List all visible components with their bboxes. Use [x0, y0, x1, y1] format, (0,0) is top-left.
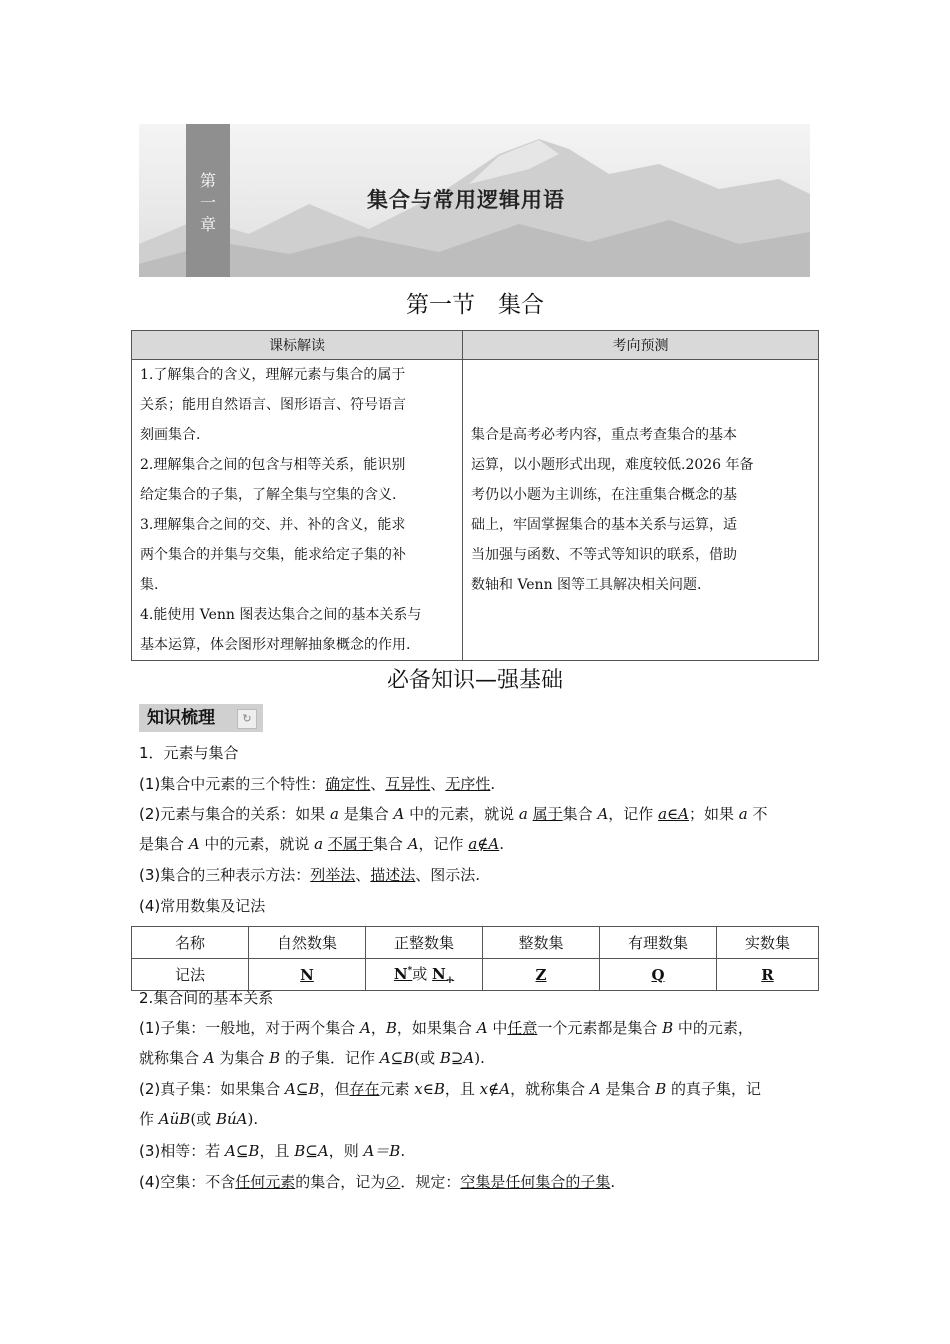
text: 的真子集，记	[666, 1080, 762, 1098]
text: 中的元素，就说	[404, 805, 519, 823]
text: 不	[747, 805, 768, 823]
text: 若	[205, 1142, 226, 1160]
text: 作	[139, 1110, 159, 1128]
text: ，	[370, 1019, 386, 1037]
text-line: 刻画集合.	[140, 427, 201, 443]
section-heading: 2.集合间的基本关系	[139, 989, 274, 1007]
text: ，记作	[418, 835, 469, 853]
text: ，但	[319, 1080, 350, 1098]
text: 不含	[205, 1173, 236, 1191]
text: 一般地，对于两个集合	[205, 1019, 361, 1037]
formula: x∉A	[479, 1080, 511, 1098]
table-cell: 有理数集	[600, 927, 717, 959]
paragraph	[139, 1078, 761, 1100]
text-line: 础上，牢固掌握集合的基本关系与运算，适	[471, 517, 737, 533]
text: ).	[247, 1110, 259, 1128]
text: ，就称集合	[510, 1080, 590, 1098]
var: a	[738, 805, 748, 823]
standards-table	[131, 330, 819, 661]
var: A	[393, 805, 405, 823]
text: ，则	[328, 1142, 364, 1160]
text: ．规定：	[400, 1173, 461, 1191]
paragraph	[139, 1017, 753, 1039]
label: (2)元素与集合的关系：	[139, 805, 296, 823]
label: (1)子集：	[139, 1019, 206, 1037]
text-line: 1.了解集合的含义，理解元素与集合的属于	[140, 367, 406, 383]
answer: 互异性	[385, 775, 431, 793]
text: 如果集合	[220, 1080, 286, 1098]
label: (4)空集：	[139, 1173, 206, 1191]
text: 的集合，记为	[295, 1173, 386, 1191]
standards-right-cell	[463, 360, 819, 661]
text: ；如果	[688, 805, 739, 823]
paragraph	[139, 864, 480, 886]
formula: B⊆A	[294, 1142, 329, 1160]
answer: ∅	[385, 1173, 401, 1191]
table-cell: 自然数集	[249, 927, 366, 959]
text-line: 当加强与函数、不等式等知识的联系，借助	[471, 547, 737, 563]
text-line: 2.理解集合之间的包含与相等关系，能识别	[140, 457, 406, 473]
sep: 、	[355, 866, 371, 884]
answer: a∈A	[658, 805, 689, 823]
table-cell: 实数集	[717, 927, 819, 959]
answer: 存在	[349, 1080, 380, 1098]
formula: AüB	[158, 1110, 191, 1128]
paragraph	[139, 1140, 405, 1162]
text-line: 3.理解集合之间的交、并、补的含义，能求	[140, 517, 406, 533]
formula: B⊇A	[439, 1049, 475, 1067]
text: ，且	[444, 1080, 480, 1098]
text-line: 给定集合的子集，了解全集与空集的含义.	[140, 487, 397, 503]
answer: 无序性	[445, 775, 491, 793]
table-cell: 名称	[132, 927, 249, 959]
text: 中的元素，就说	[199, 835, 315, 853]
formula: A＝B	[363, 1142, 401, 1160]
text: 、图示法.	[415, 866, 481, 884]
table-cell: 正整数集	[366, 927, 483, 959]
table-cell	[366, 959, 483, 991]
standards-left-cell	[132, 360, 463, 661]
symbol: R	[761, 965, 774, 984]
text: .	[490, 775, 496, 793]
text: .	[610, 1173, 616, 1191]
answer: 任意	[507, 1019, 538, 1037]
text-line: 4.能使用 Venn 图表达集合之间的基本关系与	[140, 607, 422, 623]
symbol: N	[393, 965, 408, 983]
var: A	[407, 835, 419, 853]
symbol: Z	[535, 965, 547, 984]
symbol: N	[300, 965, 314, 984]
formula: x∈B	[414, 1080, 445, 1098]
chapter-label-char: 第	[199, 171, 216, 190]
formula: A⊆B	[225, 1142, 260, 1160]
superscript: *	[407, 966, 413, 976]
chapter-title: 集合与常用逻辑用语	[367, 188, 565, 212]
table-cell	[249, 959, 366, 991]
paragraph	[139, 1171, 615, 1193]
label: (3)相等：	[139, 1142, 206, 1160]
text: 集合	[562, 805, 598, 823]
text-line: 考仍以小题为主训练，在注重集合概念的基	[471, 487, 737, 503]
var: a	[330, 805, 339, 823]
table-row	[132, 959, 819, 991]
answer: a∉A	[468, 835, 500, 853]
answer: 任何元素	[235, 1173, 296, 1191]
text: .	[400, 1142, 406, 1160]
text: 集合	[372, 835, 408, 853]
var: B	[385, 1019, 397, 1037]
answer: 空集是任何集合的子集	[460, 1173, 611, 1191]
chapter-label-char: 章	[199, 215, 216, 234]
text-line: 数轴和 Venn 图等工具解决相关问题.	[471, 577, 702, 593]
section-title: 第一节 集合	[406, 292, 544, 318]
text-line: 运算，以小题形式出现，难度较低.2026 年备	[471, 457, 754, 473]
must-know-title: 必备知识—强基础	[386, 668, 563, 693]
answer: 列举法	[310, 866, 356, 884]
text: ).	[474, 1049, 485, 1067]
answer: 属于	[532, 805, 563, 823]
symbol: N	[432, 965, 446, 983]
table-header: 考向预测	[463, 331, 819, 360]
sep: 、	[370, 775, 386, 793]
text: .	[499, 835, 504, 853]
answer: 不属于	[327, 835, 373, 853]
text: ，如果集合	[396, 1019, 477, 1037]
var: A	[476, 1019, 488, 1037]
paragraph	[139, 1108, 258, 1130]
var: B	[662, 1019, 674, 1037]
text-line: 集.	[140, 577, 159, 593]
text-line: 基本运算，体会图形对理解抽象概念的作用.	[140, 637, 411, 653]
text: 就称集合	[139, 1049, 204, 1067]
var: a	[314, 835, 324, 853]
refresh-icon: ↻	[237, 709, 257, 729]
text: 中	[487, 1019, 508, 1037]
table-cell	[600, 959, 717, 991]
number-set-table	[131, 926, 819, 991]
text: 一个元素都是集合	[537, 1019, 663, 1037]
label: (1)集合中元素的三个特性：	[139, 775, 326, 793]
var: A	[360, 1019, 371, 1037]
formula: A⊆B	[285, 1080, 320, 1098]
text: 是集合	[139, 835, 189, 853]
text: 或	[412, 965, 433, 983]
paragraph	[139, 833, 504, 855]
var: A	[589, 1080, 601, 1098]
text: 为集合	[214, 1049, 270, 1067]
text-line: 集合是高考必考内容，重点考查集合的基本	[471, 427, 737, 443]
section-subheading: (4)常用数集及记法	[139, 897, 266, 915]
var: A	[597, 805, 609, 823]
knowledge-tag	[139, 704, 263, 732]
table-cell	[717, 959, 819, 991]
text: 元素	[379, 1080, 415, 1098]
answer: 确定性	[325, 775, 371, 793]
text: 中的元素，	[673, 1019, 753, 1037]
chapter-label	[186, 124, 230, 277]
table-header: 课标解读	[132, 331, 463, 360]
var: A	[188, 835, 200, 853]
text: ，且	[259, 1142, 295, 1160]
text: (或	[414, 1049, 440, 1067]
text: 如果	[295, 805, 331, 823]
var: A	[203, 1049, 215, 1067]
text: 的子集．记作	[280, 1049, 380, 1067]
text: (或	[190, 1110, 216, 1128]
var: B	[269, 1049, 281, 1067]
formula: A⊆B	[379, 1049, 415, 1067]
subscript: +	[445, 975, 455, 986]
label: (2)真子集：	[139, 1080, 221, 1098]
paragraph	[139, 803, 767, 825]
chapter-banner	[139, 124, 810, 277]
paragraph	[139, 773, 495, 795]
formula: BúA	[215, 1110, 248, 1128]
text: 是集合	[600, 1080, 656, 1098]
table-cell	[483, 959, 600, 991]
text: ，记作	[608, 805, 659, 823]
text-line: 关系；能用自然语言、图形语言、符号语言	[140, 397, 406, 413]
text-line: 两个集合的并集与交集，能求给定子集的补	[140, 547, 406, 563]
var: B	[655, 1080, 667, 1098]
table-cell: 整数集	[483, 927, 600, 959]
paragraph	[139, 1047, 485, 1069]
table-row	[132, 927, 819, 959]
text: 是集合	[338, 805, 394, 823]
table-cell: 记法	[132, 959, 249, 991]
symbol: Q	[651, 965, 665, 984]
sep: 、	[430, 775, 446, 793]
label: (3)集合的三种表示方法：	[139, 866, 311, 884]
section-heading: 1．元素与集合	[139, 744, 239, 762]
answer: 描述法	[370, 866, 416, 884]
chapter-label-char: 一	[199, 193, 216, 212]
knowledge-tag-label: 知识梳理	[147, 708, 215, 728]
var: a	[518, 805, 528, 823]
